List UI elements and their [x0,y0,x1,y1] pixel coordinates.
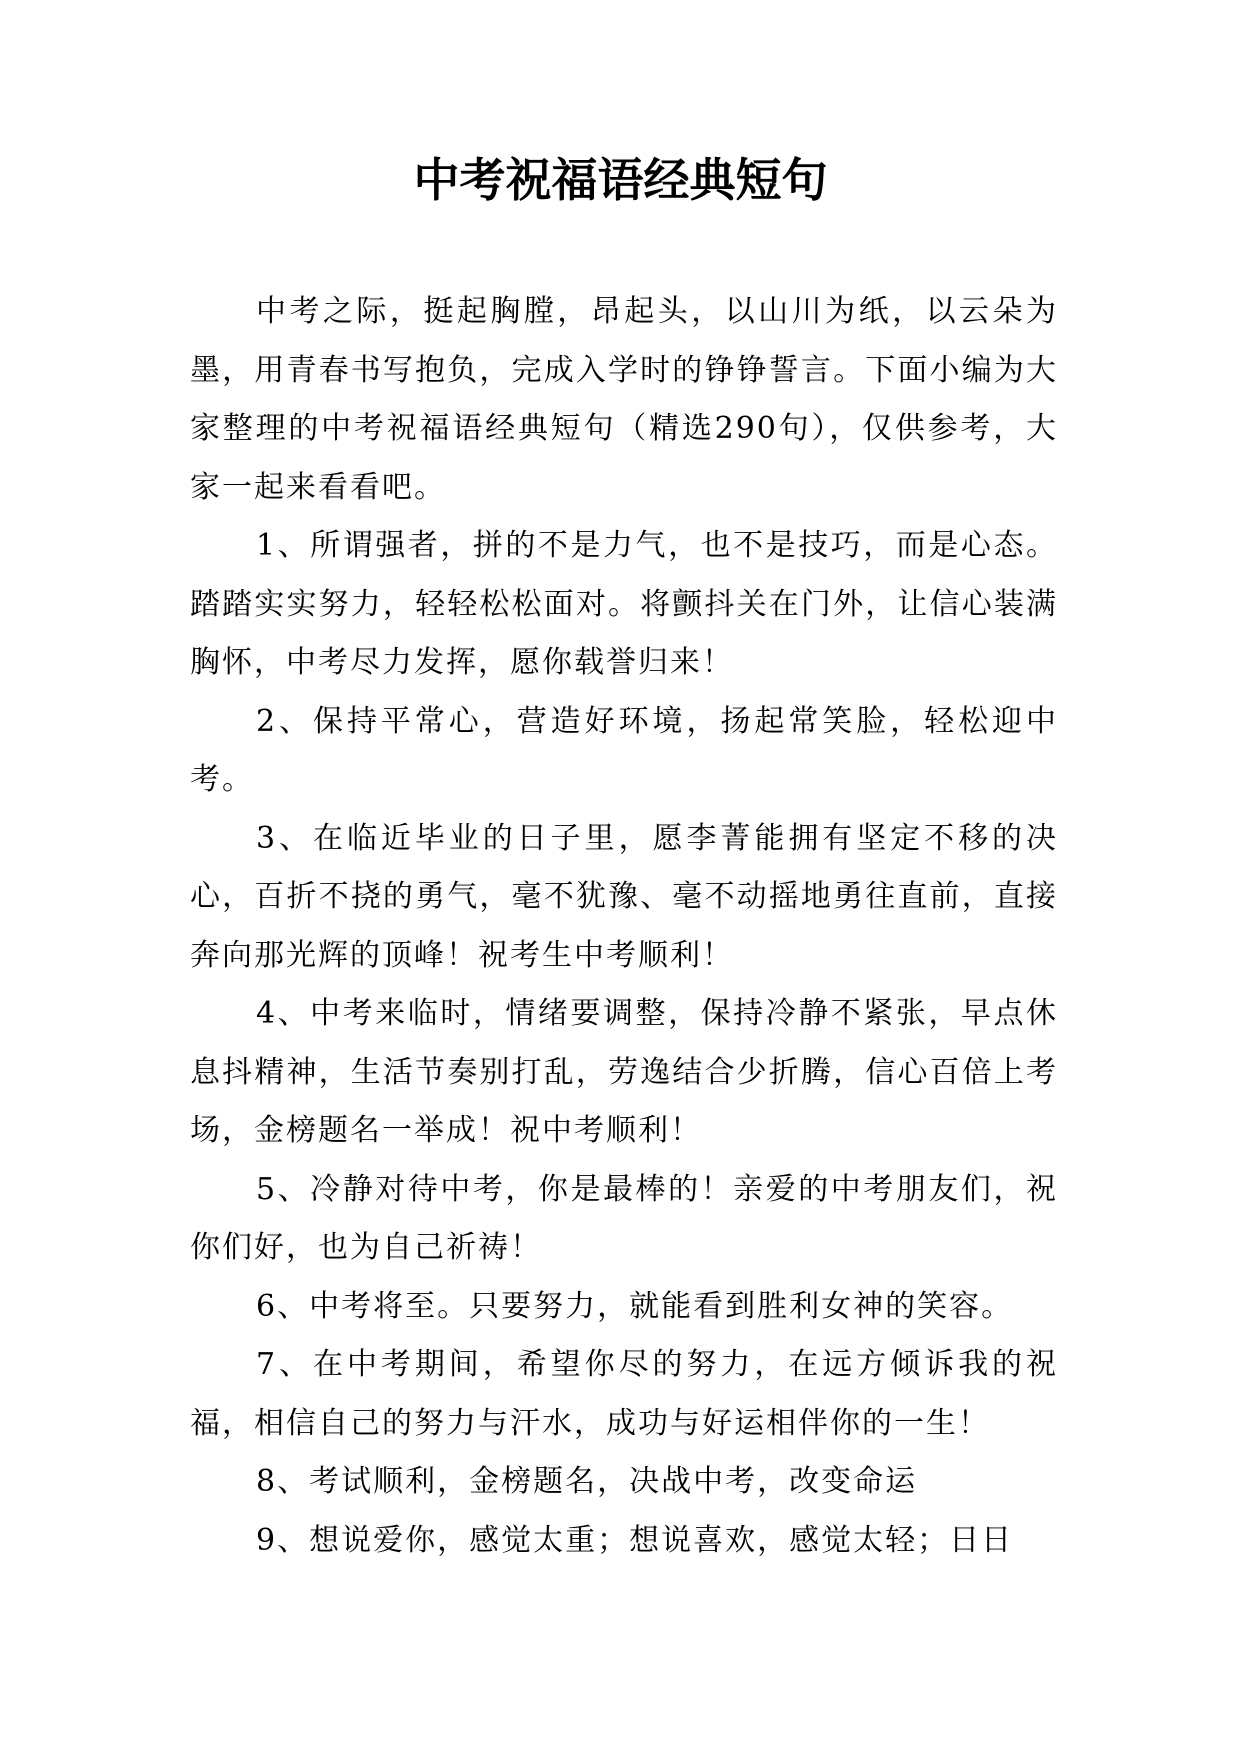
intro-paragraph: 中考之际，挺起胸膛，昂起头，以山川为纸，以云朵为墨，用青春书写抱负，完成入学时的铮铮誓言。下面小编为大家整理的中考祝福语经典短句（精选290句），仅供参考，大家一起来看看吧。 [190,294,1058,505]
blessing-item: 5、冷静对待中考，你是最棒的！亲爱的中考朋友们，祝你们好，也为自己祈祷！ [190,1171,1058,1265]
document-title: 中考祝福语经典短句 [413,153,828,207]
blessing-item: 1、所谓强者，拼的不是力气，也不是技巧，而是心态。踏踏实实努力，轻轻松松面对。将颤抖关在门外，让信心装满胸怀，中考尽力发挥，愿你载誉归来！ [190,528,1058,680]
blessing-item: 8、考试顺利，金榜题名，决战中考，改变命运 [256,1464,918,1499]
blessing-item: 7、在中考期间，希望你尽的努力，在远方倾诉我的祝福，相信自己的努力与汗水，成功与好运相伴你的一生！ [190,1347,1058,1441]
blessing-item: 2、保持平常心，营造好环境，扬起常笑脸，轻松迎中考。 [190,703,1058,797]
blessing-item: 4、中考来临时，情绪要调整，保持冷静不紧张，早点休息抖精神，生活节奏别打乱，劳逸结合少折腾，信心百倍上考场，金榜题名一举成！祝中考顺利！ [190,996,1058,1148]
blessing-item: 3、在临近毕业的日子里，愿李菁能拥有坚定不移的决心，百折不挠的勇气，毫不犹豫、毫不动摇地勇往直前，直接奔向那光辉的顶峰！祝考生中考顺利！ [190,820,1058,973]
document-body [190,283,1058,1570]
blessing-item: 6、中考将至。只要努力，就能看到胜利女神的笑容。 [256,1288,1014,1324]
blessing-item: 9、想说爱你，感觉太重；想说喜欢，感觉太轻；日日 [256,1522,1014,1558]
